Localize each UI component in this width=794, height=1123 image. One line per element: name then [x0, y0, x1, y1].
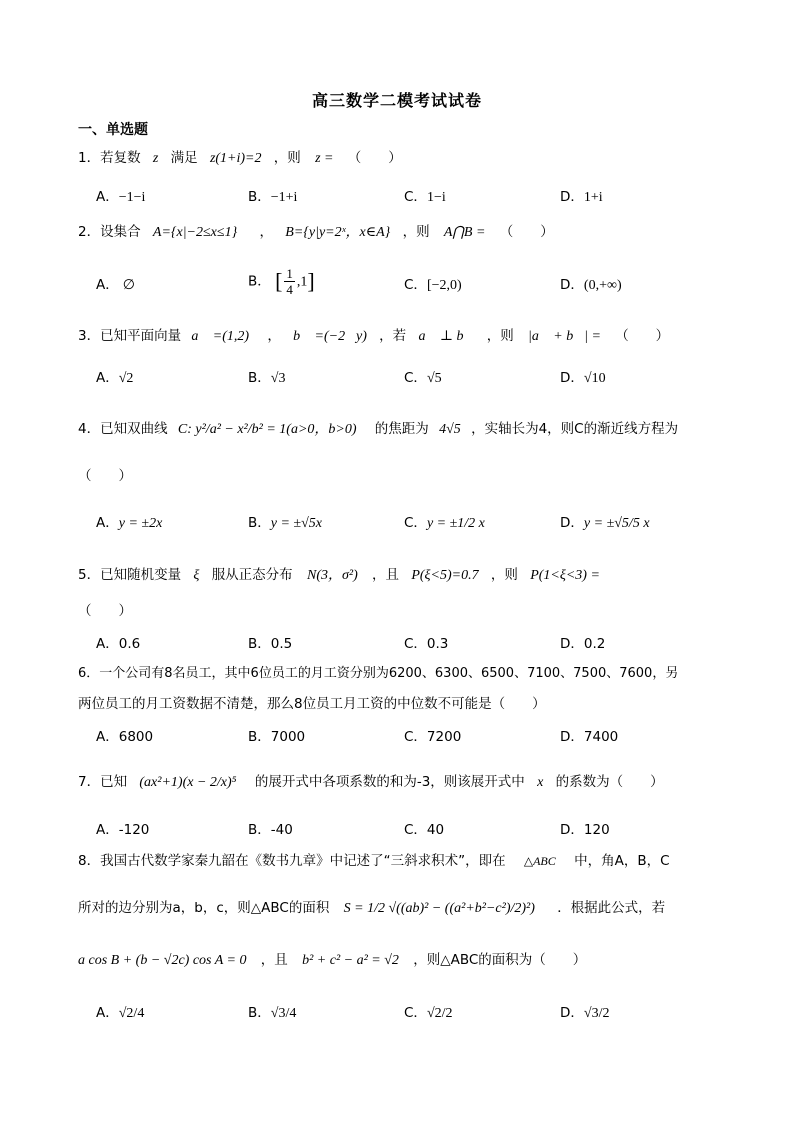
question-6-option-c[interactable]: C．7200: [404, 729, 462, 745]
question-6-stem-line-2: 两位员工的月工资数据不清楚，那么8位员工月工资的中位数不可能是（ ）: [78, 696, 546, 712]
question-1-option-b[interactable]: B．−1+i: [248, 189, 298, 205]
question-5-stem-line-1: 5．已知随机变量 ξ 服从正态分布 N(3，σ²) ，且 P(ξ<5)=0.7 ，则 P(1<ξ<3) =: [78, 567, 600, 583]
question-8-option-b[interactable]: B．√3/4: [248, 1005, 297, 1021]
question-4-stem-line-2: （ ）: [78, 468, 132, 484]
question-5-option-d[interactable]: D．0.2: [560, 636, 606, 652]
section-heading: 一、单选题: [78, 122, 148, 138]
question-5-option-b[interactable]: B．0.5: [248, 636, 293, 652]
question-2-stem: 2．设集合 A={x|−2≤x≤1} ， B={y|y=2ˣ，x∈A} ，则 A⋂B = （ ）: [78, 224, 554, 240]
question-4-option-c[interactable]: C．y = ±1/2 x: [404, 515, 485, 531]
question-8-stem-line-2: 所对的边分别为a，b，c，则△ABC的面积 S = 1/2 √((ab)² − ((a²+b²−c²)/2)²) ．根据此公式，若: [78, 900, 666, 916]
question-4-option-b[interactable]: B．y = ±√5x: [248, 515, 323, 531]
question-4-stem-line-1: 4．已知双曲线 C: y²/a² − x²/b² = 1(a>0，b>0) 的焦距为 4√5 ，实轴长为4，则C的渐近线方程为: [78, 421, 679, 437]
question-8-option-c[interactable]: C．√2/2: [404, 1005, 453, 1021]
question-6-stem-line-1: 6．一个公司有8名员工，其中6位员工的月工资分别为6200、6300、6500、7100、7500、7600，另: [78, 666, 679, 681]
question-2-option-d[interactable]: D．(0,+∞): [560, 277, 622, 293]
page-title: 高三数学二模考试试卷: [311, 91, 482, 110]
question-2-option-c[interactable]: C．[−2,0): [404, 277, 462, 293]
question-7-stem: 7．已知 (ax²+1)(x − 2/x)⁵ 的展开式中各项系数的和为-3，则该展开式中 x 的系数为（ ）: [78, 774, 664, 790]
question-3-option-b[interactable]: B．√3: [248, 370, 286, 386]
question-6-option-b[interactable]: B．7000: [248, 729, 306, 745]
question-7-option-d[interactable]: D．120: [560, 822, 610, 838]
question-8-option-a[interactable]: A．√2/4: [96, 1005, 145, 1021]
question-3-stem: 3．已知平面向量 a⃗ =(1,2) ， b⃗ =(−2，y) ，若 a⃗ ⊥ b⃗ ，则 |a⃗ + b⃗| = （ ）: [78, 328, 670, 344]
question-7-option-c[interactable]: C．40: [404, 822, 445, 838]
question-8-stem-line-1: 8．我国古代数学家秦九韶在《数书九章》中记述了“三斜求积术”，即在 △ABC 中，角A，B，C: [78, 853, 670, 869]
question-4-option-a[interactable]: A．y = ±2x: [96, 515, 163, 531]
question-3-option-c[interactable]: C．√5: [404, 370, 442, 386]
question-1-stem: 1．若复数 z 满足 z(1+i)=2 ，则 z = （ ）: [78, 150, 402, 166]
question-8-option-d[interactable]: D．√3/2: [560, 1005, 610, 1021]
question-5-stem-line-2: （ ）: [78, 603, 132, 619]
question-6-option-a[interactable]: A．6800: [96, 729, 154, 745]
question-7-option-a[interactable]: A．-120: [96, 822, 150, 838]
question-3-option-d[interactable]: D．√10: [560, 370, 606, 386]
question-8-stem-line-3: a cos B + (b − √2c) cos A = 0 ，且 b² + c² − a² = √2 ，则△ABC的面积为（ ）: [78, 952, 587, 968]
question-1-option-c[interactable]: C．1−i: [404, 189, 446, 205]
question-2-option-a[interactable]: A． ∅: [96, 277, 135, 293]
question-4-option-d[interactable]: D．y = ±√5/5 x: [560, 515, 650, 531]
question-5-option-c[interactable]: C．0.3: [404, 636, 449, 652]
question-5-option-a[interactable]: A．0.6: [96, 636, 141, 652]
question-6-option-d[interactable]: D．7400: [560, 729, 619, 745]
question-1-option-d[interactable]: D．1+i: [560, 189, 603, 205]
fraction-quarter: $\frac{1}{4}$: [286, 266, 293, 297]
question-1-option-a[interactable]: A．−1−i: [96, 189, 146, 205]
question-2-option-b[interactable]: B． [ $\frac{1}{4}$ ,1]: [248, 266, 315, 297]
question-7-option-b[interactable]: B．-40: [248, 822, 293, 838]
question-3-option-a[interactable]: A．√2: [96, 370, 134, 386]
